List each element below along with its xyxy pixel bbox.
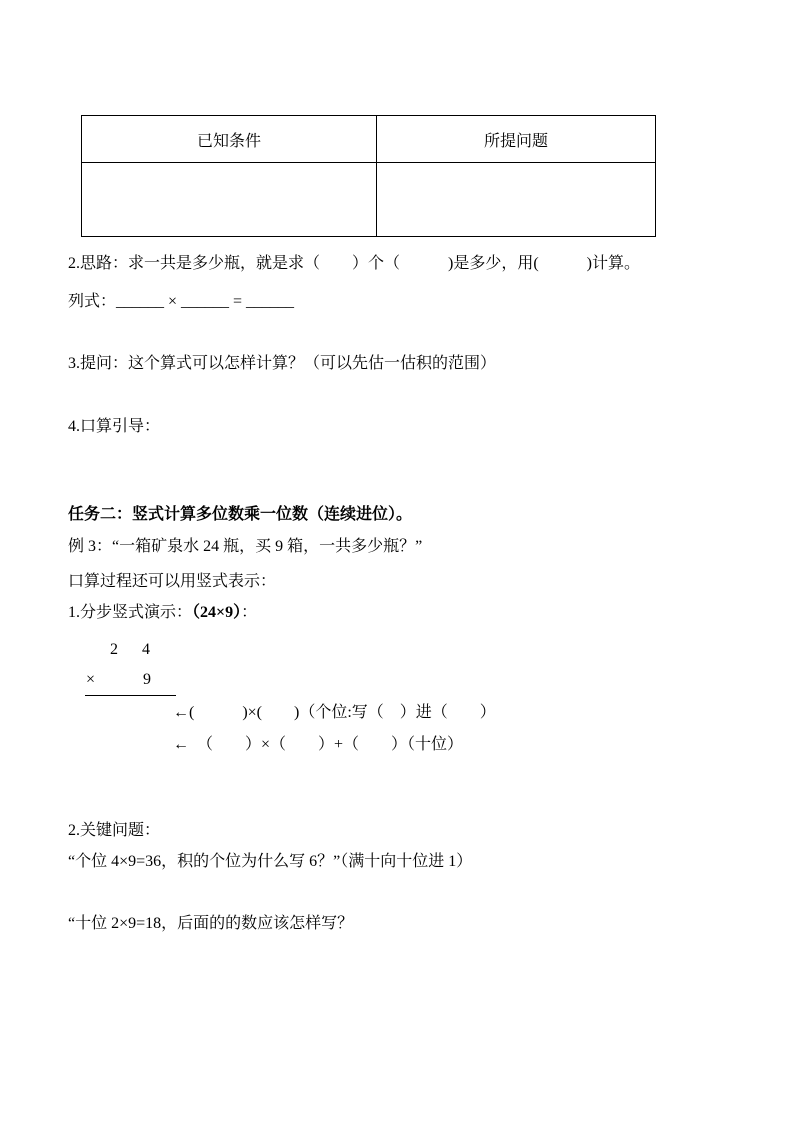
table-cell-raised-question <box>377 163 656 237</box>
paragraph-lieshi-blanks: 列式：______ × ______ = ______ <box>68 293 295 310</box>
table-header-known-conditions: 已知条件 <box>82 116 377 163</box>
table-cell-known-conditions <box>82 163 377 237</box>
step-demo-prefix: 1.分步竖式演示： <box>68 604 193 621</box>
step-demo-expression: （24×9） <box>192 604 242 621</box>
table-header-row <box>82 116 656 163</box>
vertical-digit-ones: 4 <box>142 641 150 658</box>
vertical-multiplier: 9 <box>143 671 151 688</box>
vertical-rule-line <box>85 695 176 696</box>
table-header-raised-question: 所提问题 <box>377 116 656 163</box>
paragraph-vertical-intro: 口算过程还可以用竖式表示： <box>68 573 277 590</box>
paragraph-silu: 2.思路：求一共是多少瓶，就是求（ ）个（ )是多少，用( )计算。 <box>68 255 640 272</box>
table-body-row <box>82 163 656 237</box>
vertical-note-ones-place: ←( )×( )（个位:写（ ）进（ ） <box>173 704 496 721</box>
paragraph-example3: 例 3：“一箱矿泉水 24 瓶，买 9 箱，一共多少瓶？” <box>68 538 423 555</box>
key-question-1: “个位 4×9=36，积的个位为什么写 6？”（满十向十位进 1） <box>68 853 473 870</box>
vertical-times-sign: × <box>86 671 96 688</box>
vertical-note-tens-place: ← （ ）×（ ）+（ ）（十位） <box>173 736 464 753</box>
paragraph-tiwen: 3.提问：这个算式可以怎样计算？（可以先估一估积的范围） <box>68 355 497 372</box>
conditions-table <box>81 115 656 237</box>
vertical-digit-tens: 2 <box>110 641 118 658</box>
key-question-label: 2.关键问题： <box>68 822 161 839</box>
task2-heading: 任务二：竖式计算多位数乘一位数（连续进位）。 <box>68 506 413 523</box>
step-demo-suffix: ： <box>241 604 258 621</box>
paragraph-step-demo-label <box>68 602 257 624</box>
paragraph-kousuan-yindao: 4.口算引导： <box>68 418 161 435</box>
key-question-2: “十位 2×9=18，后面的的数应该怎样写？ <box>68 915 354 932</box>
